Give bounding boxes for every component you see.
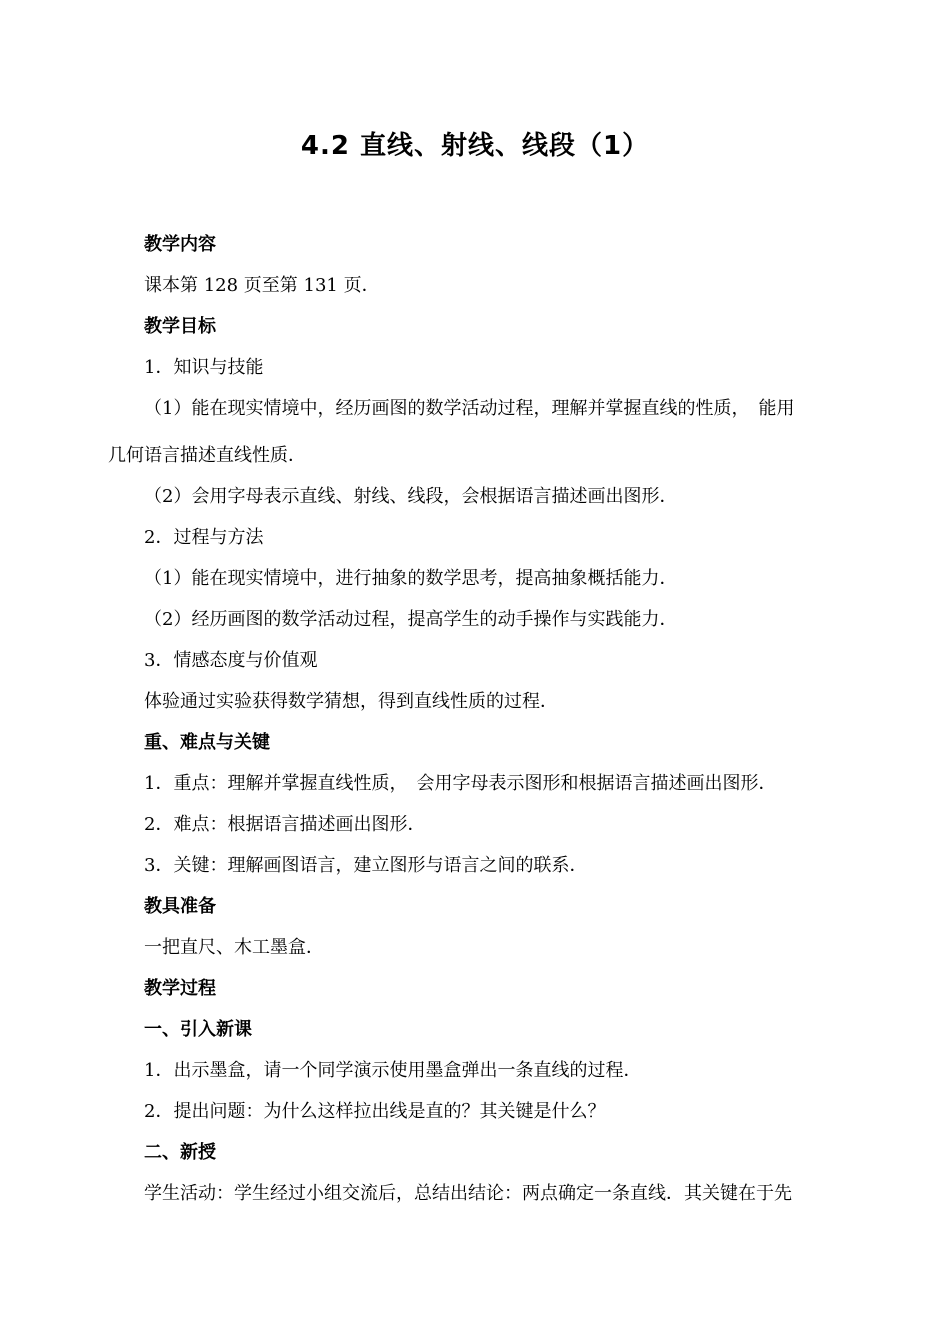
key-point-1: 1．重点：理解并掌握直线性质， 会用字母表示图形和根据语言描述画出图形． — [144, 773, 777, 794]
goal3-text: 体验通过实验获得数学猜想，得到直线性质的过程． — [144, 691, 558, 712]
tools-text: 一把直尺、木工墨盒． — [144, 937, 324, 958]
heading-new-lesson: 二、新授 — [144, 1142, 216, 1163]
heading-process: 教学过程 — [144, 978, 216, 999]
content-text: 课本第 128 页至第 131 页． — [144, 275, 380, 296]
goal3-title: 3．情感态度与价值观 — [144, 650, 318, 671]
intro-step-2: 2．提出问题：为什么这样拉出线是直的？其关键是什么？ — [144, 1101, 606, 1122]
heading-tools: 教具准备 — [144, 896, 216, 917]
goal1-item2: （2）会用字母表示直线、射线、线段，会根据语言描述画出图形． — [144, 486, 678, 507]
heading-content: 教学内容 — [144, 234, 216, 255]
intro-step-1: 1．出示墨盒，请一个同学演示使用墨盒弹出一条直线的过程． — [144, 1060, 642, 1081]
heading-goals: 教学目标 — [144, 316, 216, 337]
goal2-item2: （2）经历画图的数学活动过程，提高学生的动手操作与实践能力． — [144, 609, 678, 630]
goal2-title: 2．过程与方法 — [144, 527, 264, 548]
goal1-item1-continued: 几何语言描述直线性质． — [108, 445, 306, 466]
heading-intro: 一、引入新课 — [144, 1019, 252, 1040]
goal1-item1: （1）能在现实情境中，经历画图的数学活动过程，理解并掌握直线的性质， 能用 — [144, 398, 795, 419]
key-point-2: 2．难点：根据语言描述画出图形． — [144, 814, 426, 835]
page-title: 4.2 直线、射线、线段（1） — [300, 131, 650, 161]
heading-key-points: 重、难点与关键 — [144, 732, 270, 753]
goal1-title: 1．知识与技能 — [144, 357, 264, 378]
goal2-item1: （1）能在现实情境中，进行抽象的数学思考，提高抽象概括能力． — [144, 568, 678, 589]
key-point-3: 3．关键：理解画图语言，建立图形与语言之间的联系． — [144, 855, 588, 876]
new-lesson-text: 学生活动：学生经过小组交流后，总结出结论：两点确定一条直线．其关键在于先 — [144, 1183, 792, 1204]
